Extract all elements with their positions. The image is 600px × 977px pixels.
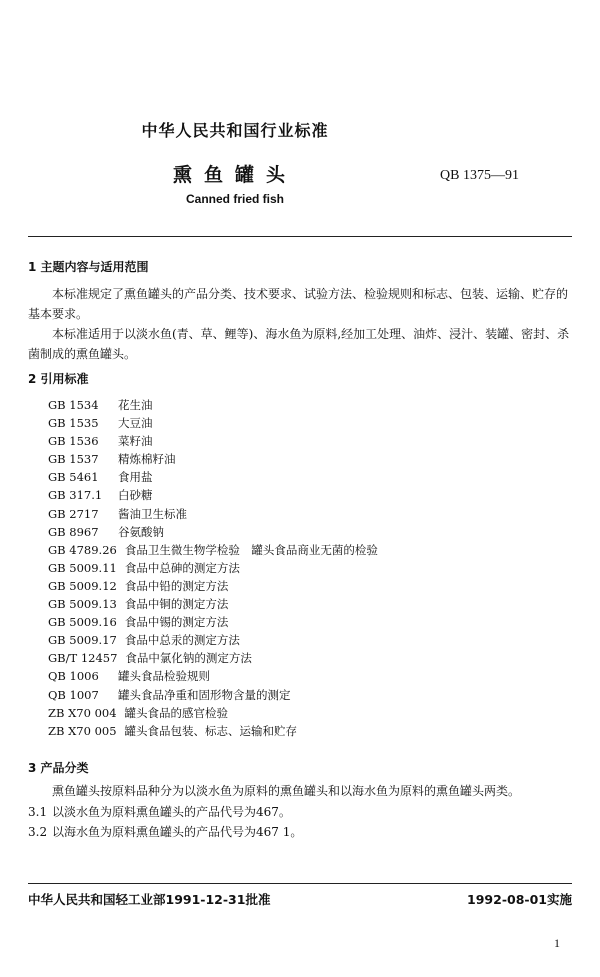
ref-name: 食品中铅的测定方法 <box>124 578 229 593</box>
bottom-divider <box>28 883 572 884</box>
list-item <box>48 468 378 486</box>
ref-code: GB 5009.16 <box>48 615 117 630</box>
ref-code: GB 4789.26 <box>48 542 117 557</box>
ref-name: 食品中总砷的测定方法 <box>124 560 240 575</box>
ref-code: GB 1537 <box>48 452 99 467</box>
list-item <box>48 722 378 740</box>
section-3-heading: 3 产品分类 <box>28 761 89 775</box>
section-3-para: 熏鱼罐头按原料品种分为以淡水鱼为原料的熏鱼罐头和以海水鱼为原料的熏鱼罐头两类。 <box>52 784 521 798</box>
list-item <box>48 450 378 468</box>
ref-name: 食品中氯化钠的测定方法 <box>125 651 252 666</box>
ref-code: GB 5009.11 <box>48 560 117 575</box>
org-title: 中华人民共和国行业标准 <box>141 121 329 140</box>
doc-code: QB 1375—91 <box>440 168 519 183</box>
doc-title: 熏鱼罐头 <box>172 164 297 186</box>
ref-code: GB 317.1 <box>48 488 103 503</box>
list-item <box>48 704 378 722</box>
ref-code: QB 1006 <box>48 669 99 684</box>
top-divider <box>28 236 572 237</box>
list-item <box>48 577 378 595</box>
list-item <box>48 667 378 685</box>
list-item <box>48 559 378 577</box>
ref-name: 罐头食品的感官检验 <box>124 705 229 720</box>
ref-name: 食品卫生微生物学检验 罐头食品商业无菌的检验 <box>124 542 378 557</box>
section-1-para-2: 本标准适用于以淡水鱼(青、草、鲤等)、海水鱼为原料,经加工处理、油炸、浸汁、装罐、密封、杀菌制成的熏鱼罐头。 <box>28 327 570 361</box>
section-1-heading: 1 主题内容与适用范围 <box>28 260 149 274</box>
list-item <box>48 631 378 649</box>
list-item <box>48 595 378 613</box>
sub-item-number: 3.2 <box>28 825 48 839</box>
list-item <box>48 396 378 414</box>
list-item <box>48 414 378 432</box>
ref-code: GB 1534 <box>48 398 99 412</box>
section-2-heading: 2 引用标准 <box>28 372 89 386</box>
ref-name: 白砂糖 <box>118 488 153 503</box>
section-1-para-1: 本标准规定了熏鱼罐头的产品分类、技术要求、试验方法、检验规则和标志、包装、运输、贮存的基本要求。 <box>28 287 569 321</box>
ref-code: ZB X70 005 <box>48 723 117 738</box>
ref-name: 花生油 <box>118 398 153 412</box>
ref-code: GB 8967 <box>48 524 99 539</box>
ref-code: ZB X70 004 <box>48 705 117 720</box>
sub-item-text: 以淡水鱼为原料熏鱼罐头的产品代号为467。 <box>52 805 291 819</box>
sub-item-3-2 <box>28 823 302 840</box>
ref-code: GB 5009.17 <box>48 633 117 648</box>
ref-name: 食品中总汞的测定方法 <box>124 633 240 648</box>
sub-item-3-1 <box>28 803 291 820</box>
ref-code: GB 5461 <box>48 470 99 485</box>
ref-name: 罐头食品净重和固形物含量的测定 <box>118 687 291 702</box>
ref-name: 菜籽油 <box>118 434 153 449</box>
ref-name: 精炼棉籽油 <box>118 452 176 467</box>
ref-name: 谷氨酸钠 <box>118 524 164 539</box>
ref-code: GB 1535 <box>48 416 99 431</box>
list-item <box>48 541 378 559</box>
page-number: 1 <box>554 936 560 950</box>
ref-name: 大豆油 <box>118 416 153 431</box>
doc-subtitle: Canned fried fish <box>185 192 284 206</box>
list-item <box>48 432 378 450</box>
ref-code: GB 2717 <box>48 506 99 521</box>
list-item <box>48 686 378 704</box>
ref-name: 酱油卫生标准 <box>118 506 187 521</box>
ref-code: QB 1007 <box>48 687 99 702</box>
reference-list <box>48 396 378 740</box>
approval-line: 中华人民共和国轻工业部1991-12-31批准 <box>28 892 271 907</box>
list-item <box>48 486 378 504</box>
sub-item-text: 以海水鱼为原料熏鱼罐头的产品代号为467 1。 <box>52 825 303 839</box>
ref-code: GB 1536 <box>48 434 99 449</box>
list-item <box>48 613 378 631</box>
ref-name: 罐头食品检验规则 <box>118 669 210 684</box>
list-item <box>48 649 378 667</box>
list-item <box>48 505 378 523</box>
implementation-date: 1992-08-01实施 <box>467 892 572 907</box>
ref-name: 食用盐 <box>118 470 153 485</box>
ref-name: 食品中锡的测定方法 <box>124 615 229 630</box>
ref-code: GB/T 12457 <box>48 651 118 666</box>
ref-name: 食品中铜的测定方法 <box>124 597 229 612</box>
list-item <box>48 523 378 541</box>
sub-item-number: 3.1 <box>28 805 48 819</box>
ref-code: GB 5009.12 <box>48 578 117 593</box>
ref-code: GB 5009.13 <box>48 597 117 612</box>
ref-name: 罐头食品包装、标志、运输和贮存 <box>124 723 298 738</box>
